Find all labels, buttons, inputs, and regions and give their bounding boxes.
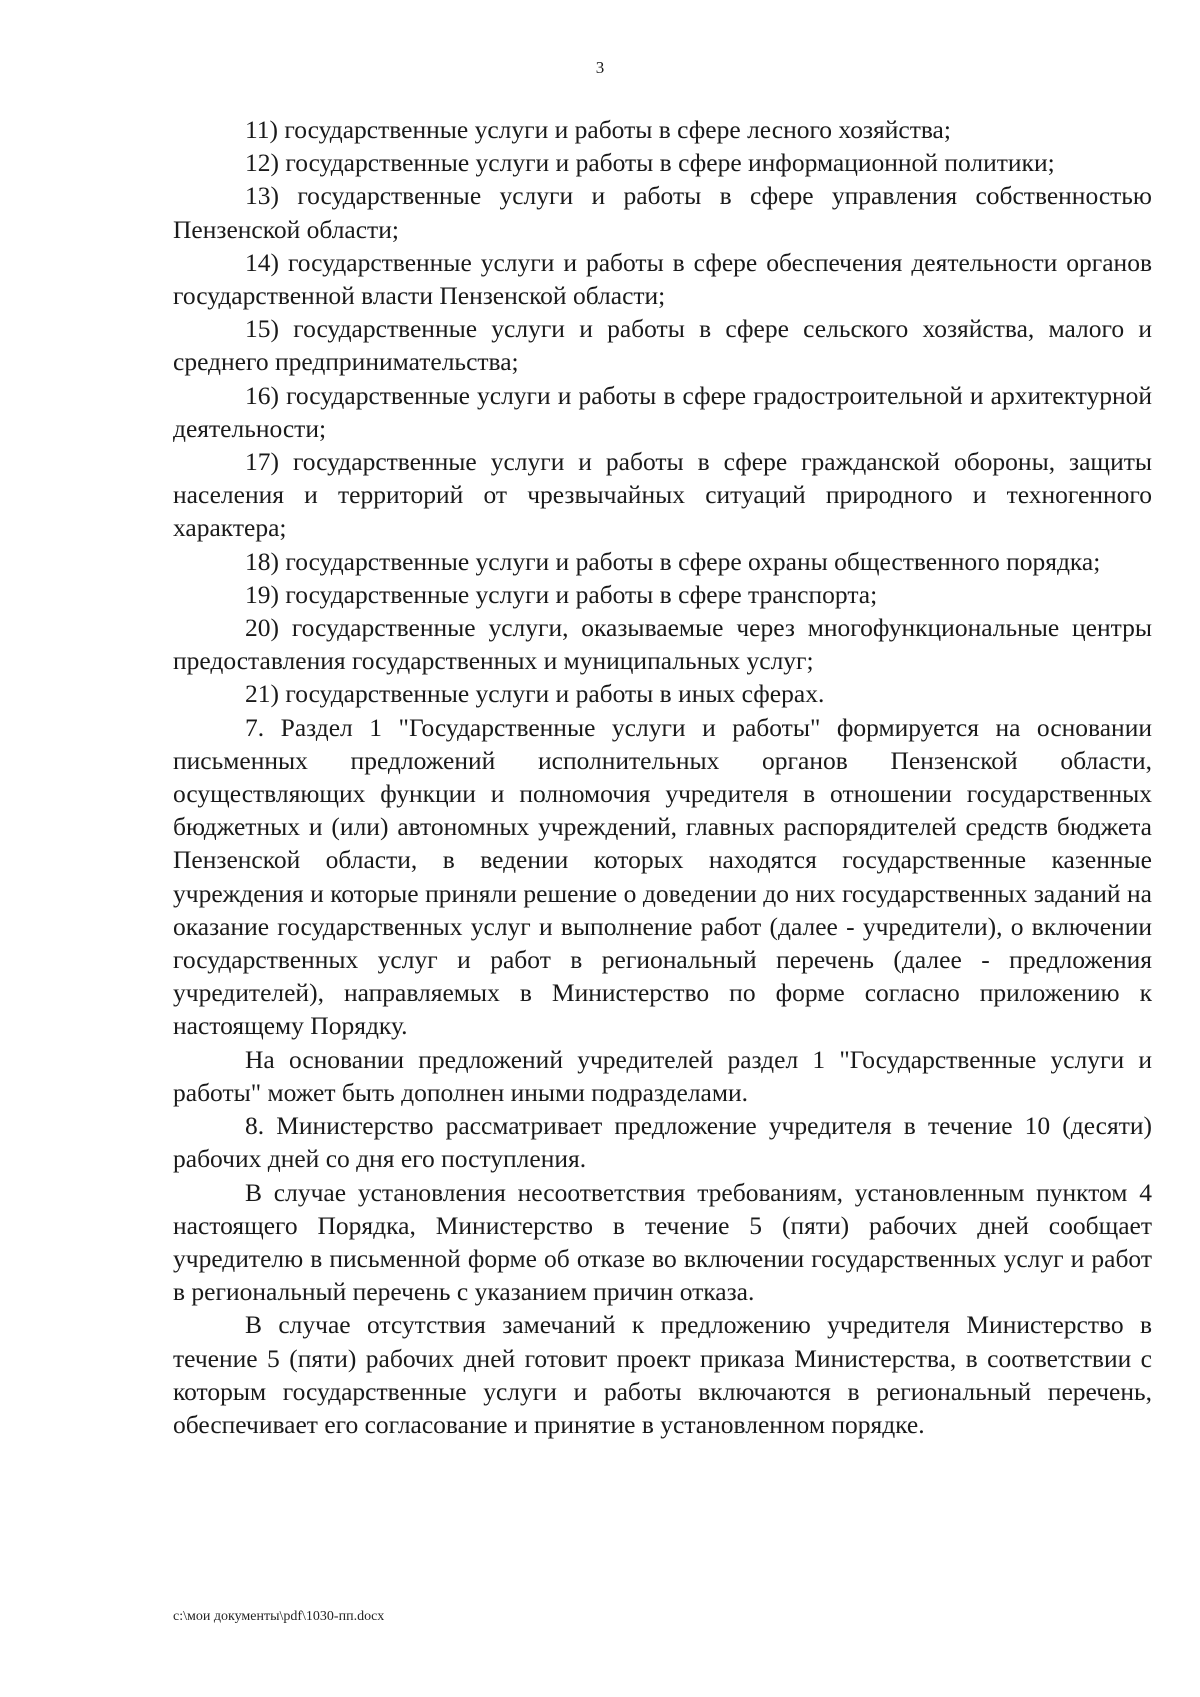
section-8-paragraph: 8. Министерство рассматривает предложение учредителя в течение 10 (десяти) рабочих дней со дня его поступления. <box>173 1111 1152 1174</box>
list-item-17: 17) государственные услуги и работы в сфере гражданской обороны, защиты населения и территорий от чрезвычайных ситуаций природного и техногенного характера; <box>173 447 1152 543</box>
list-item-19: 19) государственные услуги и работы в сфере транспорта; <box>245 579 878 609</box>
list-item-14: 14) государственные услуги и работы в сфере обеспечения деятельности органов государственной власти Пензенской области; <box>173 247 1152 311</box>
page-number: 3 <box>595 58 605 77</box>
list-item-13: 13) государственные услуги и работы в сфере управления собственностью Пензенской области; <box>173 181 1152 244</box>
list-item-11: 11) государственные услуги и работы в сфере лесного хозяйства; <box>245 115 951 144</box>
list-item-15: 15) государственные услуги и работы в сфере сельского хозяйства, малого и среднего предпринимательства; <box>173 314 1152 377</box>
footer-file-path: c:\мои документы\pdf\1030-пп.docx <box>173 1609 385 1624</box>
list-item-12: 12) государственные услуги и работы в сфере информационной политики; <box>245 148 1055 178</box>
section-7-paragraph: 7. Раздел 1 "Государственные услуги и работы" формируется на основании письменных предложений исполнительных органов Пензенской области, осуществляющих функции и полномочия учредителя в отношении государственных бюджетных и (или) автономных учреждений, главных распорядителей средств бюджета Пензенской области, в ведении которых находятся государственные казенные учреждения и которые приняли решение о доведении до них государственных заданий на оказание государственных услуг и выполнение работ (далее - учредители), о включении государственных услуг и работ в региональный перечень (далее - предложения учредителей), направляемых в Министерство по форме согласно приложению к настоящему Порядку. <box>173 712 1152 1041</box>
document-body <box>173 113 1152 1441</box>
refusal-paragraph: В случае установления несоответствия требованиям, установленным пунктом 4 настоящего Порядка, Министерство в течение 5 (пяти) рабочих дней сообщает учредителю в письменной форме об отказе во включении государственных услуг и работ в региональный перечень с указанием причин отказа. <box>173 1177 1152 1307</box>
approval-paragraph: В случае отсутствия замечаний к предложению учредителя Министерство в течение 5 (пяти) рабочих дней готовит проект приказа Министерства, в соответствии с которым государственные услуги и работы включаются в региональный перечень, обеспечивает его согласование и принятие в установленном порядке. <box>173 1310 1152 1439</box>
list-item-18: 18) государственные услуги и работы в сфере охраны общественного порядка; <box>245 546 1101 576</box>
list-item-16: 16) государственные услуги и работы в сфере градостроительной и архитектурной деятельности; <box>173 380 1152 443</box>
list-item-20: 20) государственные услуги, оказываемые через многофункциональные центры предоставления государственных и муниципальных услуг; <box>173 613 1152 676</box>
section-7-addendum-paragraph: На основании предложений учредителей раздел 1 "Государственные услуги и работы" может быть дополнен иными подразделами. <box>173 1044 1152 1107</box>
list-item-21: 21) государственные услуги и работы в иных сферах. <box>245 679 825 709</box>
